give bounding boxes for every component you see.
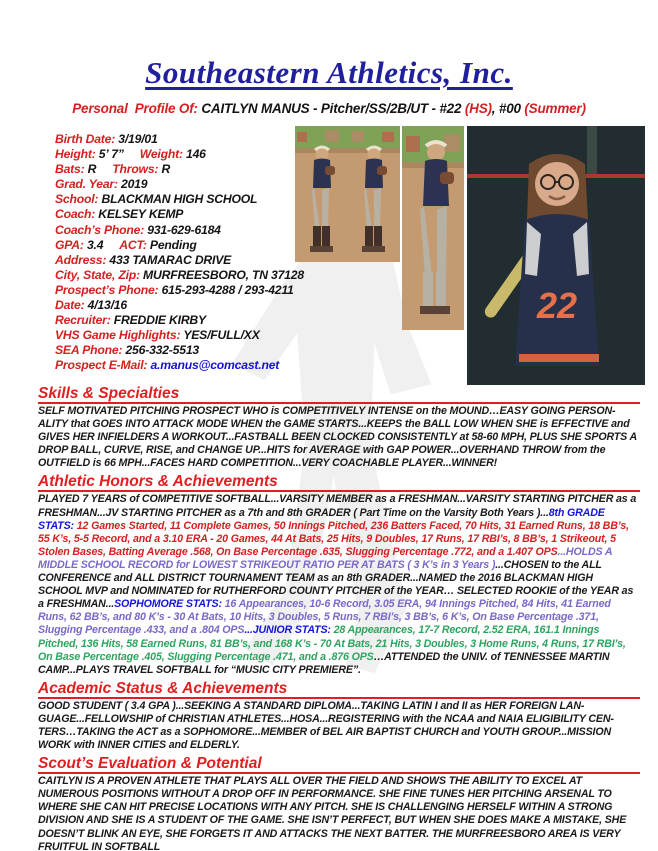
detail-row [55, 298, 305, 313]
detail-value: 256-332-5513 [125, 343, 199, 358]
details-list [55, 132, 305, 374]
summer-tag: (Summer) [524, 101, 586, 116]
detail-row [55, 343, 305, 358]
honors-paragraph [38, 493, 640, 676]
detail-value: KELSEY KEMP [98, 207, 184, 222]
detail-label: Birth Date: [55, 132, 119, 146]
honors-segment: 28 Appearances, 17-7 Record, 2.52 ERA, 161.1 Innings Pitched, 136 Hits, 58 Earned Runs, 81 BB’s, and 168 K’s - 70 At Bats, 21 Hits, 3 Doubles, 3 Home Runs, 4 Runs, 17 RBI’s, On Base Percentage .405, Slugging Percentage .471, and a .876 OPS [38, 624, 626, 663]
detail-row [55, 147, 305, 162]
detail-row [55, 238, 305, 253]
honors-segment: ...HOLDS A MIDDLE SCHOOL RECORD for LOWEST STRIKEOUT RATIO PER AT BATS ( 3 K’s in 3 Years ) [38, 545, 612, 571]
action-photo-1 [295, 126, 348, 262]
scout-paragraph: CAITLYN IS A PROVEN ATHLETE THAT PLAYS ALL OVER THE FIELD AND SHOWS THE ABILITY TO EXCEL AT NUMEROUS POSITIONS WITHOUT A DROP OFF IN PERFORMANCE. SHE FINE TUNES HER PITCHING ARSENAL TO WHERE SHE CAN HIT PRECISE LOCATIONS WITH ANY PITCH. SHE IS CHALLENGING HERSELF WITHIN A STRONG DIVISION AND SHE IS A STUDENT OF THE GAME. SHE ISN’T PERFECT, BUT WHEN SHE DOES MAKE A MISTAKE, SHE DOESN’T BLINK AN EYE, SHE FORGETS IT AND ATTACKS THE NEXT BATTER. THE MURFREESBORO AREA IS VERY FRUITFUL IN SOFTBALL [38, 775, 627, 851]
detail-label: ACT: [119, 237, 150, 252]
action-photo-2 [348, 126, 400, 262]
detail-value: 5’ 7” [98, 147, 124, 162]
detail-label: Throws: [112, 162, 162, 177]
detail-label: Weight: [139, 147, 186, 162]
detail-label: Grad. Year: [55, 177, 122, 192]
detail-value: YES/FULL/XX [183, 328, 260, 343]
honors-segment: SOPHOMORE STATS: [114, 598, 225, 611]
detail-row [55, 358, 305, 373]
jersey-number: 22 [536, 285, 578, 326]
skills-paragraph: SELF MOTIVATED PITCHING PROSPECT WHO is COMPETITIVELY INTENSE on the MOUND…EASY GOING PERSON-ALITY that GOES INTO ATTACK MODE WHEN the GAME STARTS...KEEPS the BALL LOW WHEN SHE is EFFECTIVE and GIVES HER INFIELDERS A WORKOUT...FASTBALL BEEN CLOCKED CONSISTENTLY at 58-60 MPH, PLUS SHE SPORTS A DROP BALL, CURVE, RISE, and CHANGE UP...HITS for AVERAGE with GAP POWER...OVERHAND THROW from the OUTFIELD is 66 MPH...FACES HARD COMPETITION...VERY COACHABLE PLAYER...WINNER! [38, 405, 637, 470]
detail-row [55, 268, 305, 283]
academic-section-heading: Academic Status & Achievements [38, 680, 640, 699]
detail-label: Coach’s Phone: [55, 222, 148, 237]
honors-segment: 12 Games Started, 11 Complete Games, 50 Innings Pitched, 236 Batters Faced, 70 Hits, 31 Earned Runs, 18 BB’s, 55 K’s, 5-5 Record, and a 3.10 ERA - 20 Games, 44 At Bats, 25 Hits, 9 Doubles, 17 Runs, 17 RBI’s, 8 BB’s, 1 Strikeout, 5 Stolen Bases, Batting Average .568, On Base Percentage .635, Slugging Percentage .772, and a 1.407 OPS [38, 519, 629, 558]
detail-row [55, 328, 305, 343]
detail-value: R [161, 162, 171, 177]
detail-value: MURFREESBORO, TN 37128 [143, 267, 304, 282]
detail-label: City, State, Zip: [55, 267, 144, 282]
detail-value: 931-629-6184 [147, 222, 221, 237]
detail-label: Coach: [55, 207, 99, 222]
honors-segment: 8th GRADE STATS: [38, 506, 605, 532]
honors-segment: …ATTENDED the UNIV. of TENNESSEE MARTIN CAMP...PLAYS TRAVEL SOFTBALL for “MUSIC CITY PREMIERE”. [38, 650, 610, 676]
jersey-separator: , #00 [491, 101, 525, 116]
detail-row [55, 313, 305, 328]
detail-label: Recruiter: [55, 313, 114, 328]
detail-label: SEA Phone: [55, 343, 126, 358]
detail-value: 433 TAMARAC DRIVE [109, 252, 232, 267]
honors-segment: ...JUNIOR STATS: [244, 624, 334, 637]
detail-value: FREDDIE KIRBY [113, 313, 206, 328]
honors-section-heading: Athletic Honors & Achievements [38, 473, 640, 492]
detail-row [55, 223, 305, 238]
detail-value: 4/13/16 [87, 298, 127, 313]
detail-row [55, 207, 305, 222]
honors-segment: 16 Appearances, 10-6 Record, 3.05 ERA, 94 Innings Pitched, 84 Hits, 41 Earned Runs, 62 BB’s, and 80 K’s - 30 At Bats, 10 Hits, 3 Doubles, 5 Runs, 7 RBI’s, 3 BB’s, 6 K’s, On Base Percentage .371, Slugging Percentage .433, and a .804 OPS [38, 598, 611, 637]
detail-label: Address: [55, 252, 110, 267]
hs-tag: (HS) [464, 101, 492, 116]
detail-value: 3.4 [86, 237, 104, 252]
sections-container [38, 385, 640, 851]
action-photo-3 [402, 126, 464, 330]
detail-label: Height: [55, 147, 99, 162]
detail-value: 2019 [121, 177, 148, 192]
detail-value: 615-293-4288 / 293-4211 [161, 282, 294, 297]
company-title: Southeastern Athletics, Inc. [145, 55, 513, 90]
detail-row [55, 283, 305, 298]
detail-label: Prospect’s Phone: [55, 282, 162, 297]
academic-paragraph: GOOD STUDENT ( 3.4 GPA )...SEEKING A STANDARD DIPLOMA...TAKING LATIN I and II as HER FOREIGN LAN-GUAGE...FELLOWSHIP of CHRISTIAN ATHLETES...HOSA...REGISTERING with the NCAA and NAIA ELIGIBILITY CEN-TERS…TAKING the ACT as a SOPHOMORE...MEMBER of BEL AIR BAPTIST CHURCH and YOUTH GROUP...MISSION WORK with INNER CITIES and ELDERLY. [38, 699, 614, 752]
detail-label: GPA: [55, 237, 87, 252]
detail-value: 146 [186, 147, 206, 162]
detail-label: Bats: [55, 162, 88, 177]
detail-row [55, 177, 305, 192]
detail-value: 3/19/01 [118, 132, 158, 146]
detail-label: School: [55, 192, 102, 207]
detail-label: Date: [55, 298, 88, 313]
detail-value: BLACKMAN HIGH SCHOOL [101, 192, 258, 207]
detail-value: Pending [149, 237, 197, 252]
profile-label: Personal Profile Of: [72, 101, 202, 116]
detail-row [55, 253, 305, 268]
detail-value: R [87, 162, 97, 177]
honors-segment: PLAYED 7 YEARS of COMPETITIVE SOFTBALL...VARSITY MEMBER as a FRESHMAN...VARSITY STARTING PITCHER as a FRESHMAN...JV STARTING PITCHER as a 7th and 8th GRADER ( Part Time on the Varsity Both Years )... [38, 493, 637, 519]
honors-segment: ...CHOSEN to the ALL CONFERENCE and ALL DISTRICT TOURNAMENT TEAM as an 8th GRADER...NAMED the 2016 BLACKMAN HIGH SCHOOL MVP and NOMINATED for RUTHERFORD COUNTY PITCHER of the YEAR… SELECTED ROOKIE of the YEAR as a FRESHMAN... [38, 558, 634, 611]
athlete-name-positions: CAITLYN MANUS - Pitcher/SS/2B/UT - #22 [201, 101, 465, 116]
detail-label: VHS Game Highlights: [55, 328, 184, 343]
detail-row [55, 162, 305, 177]
detail-row [55, 132, 305, 147]
detail-row [55, 192, 305, 207]
scout-section-heading: Scout’s Evaluation & Potential [38, 755, 640, 774]
portrait-photo [467, 126, 645, 385]
detail-value: a.manus@comcast.net [150, 358, 280, 373]
skills-section-heading: Skills & Specialties [38, 385, 640, 404]
detail-label: Prospect E-Mail: [55, 358, 151, 373]
profile-line [0, 101, 658, 116]
